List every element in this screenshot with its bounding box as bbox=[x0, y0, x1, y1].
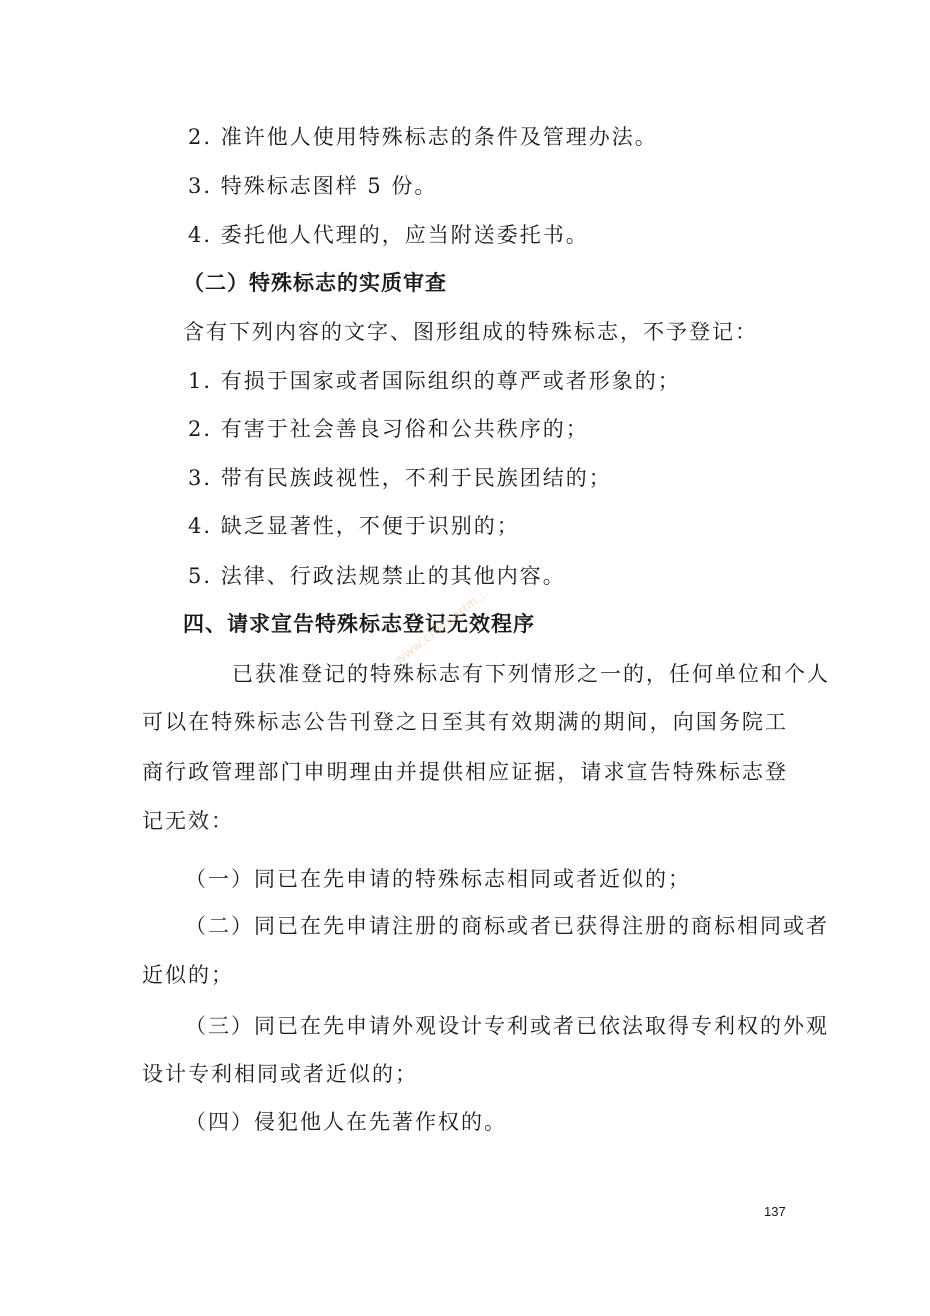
paragraph-line: 可以在特殊标志公告刊登之日至其有效期满的期间，向国务院工 bbox=[142, 710, 788, 734]
paragraph-line: 已获准登记的特殊标志有下列情形之一的，任何单位和个人 bbox=[232, 662, 830, 686]
watermark: www.chinaartm... bbox=[392, 584, 492, 667]
list-item: 4. 委托他人代理的，应当附送委托书。 bbox=[188, 223, 589, 247]
paragraph-line: 记无效： bbox=[142, 809, 234, 833]
list-item: 4. 缺乏显著性，不便于识别的； bbox=[188, 514, 520, 538]
case-item-continuation: 设计专利相同或者近似的； bbox=[142, 1062, 418, 1086]
list-item: 2. 有害于社会善良习俗和公共秩序的； bbox=[188, 417, 589, 441]
case-item-continuation: 近似的； bbox=[142, 963, 234, 987]
list-item: 5. 法律、行政法规禁止的其他内容。 bbox=[188, 564, 566, 588]
page-number: 137 bbox=[764, 1204, 786, 1219]
list-item: 3. 带有民族歧视性，不利于民族团结的； bbox=[188, 466, 612, 490]
case-item: （二）同已在先申请注册的商标或者已获得注册的商标相同或者 bbox=[185, 914, 829, 938]
paragraph-line: 商行政管理部门申明理由并提供相应证据，请求宣告特殊标志登 bbox=[142, 760, 788, 784]
section-heading-exam: （二）特殊标志的实质审查 bbox=[183, 271, 447, 295]
list-item: 1. 有损于国家或者国际组织的尊严或者形象的； bbox=[188, 369, 681, 393]
section-heading-invalid: 四、请求宣告特殊标志登记无效程序 bbox=[183, 612, 535, 636]
list-item: 2. 准许他人使用特殊标志的条件及管理办法。 bbox=[188, 125, 658, 149]
list-item: 3. 特殊标志图样 5 份。 bbox=[188, 174, 438, 198]
exam-intro: 含有下列内容的文字、图形组成的特殊标志，不予登记： bbox=[183, 320, 758, 344]
case-item: （一）同已在先申请的特殊标志相同或者近似的； bbox=[185, 867, 691, 891]
case-item: （三）同已在先申请外观设计专利或者已依法取得专利权的外观 bbox=[185, 1014, 829, 1038]
case-item: （四）侵犯他人在先著作权的。 bbox=[185, 1110, 507, 1134]
